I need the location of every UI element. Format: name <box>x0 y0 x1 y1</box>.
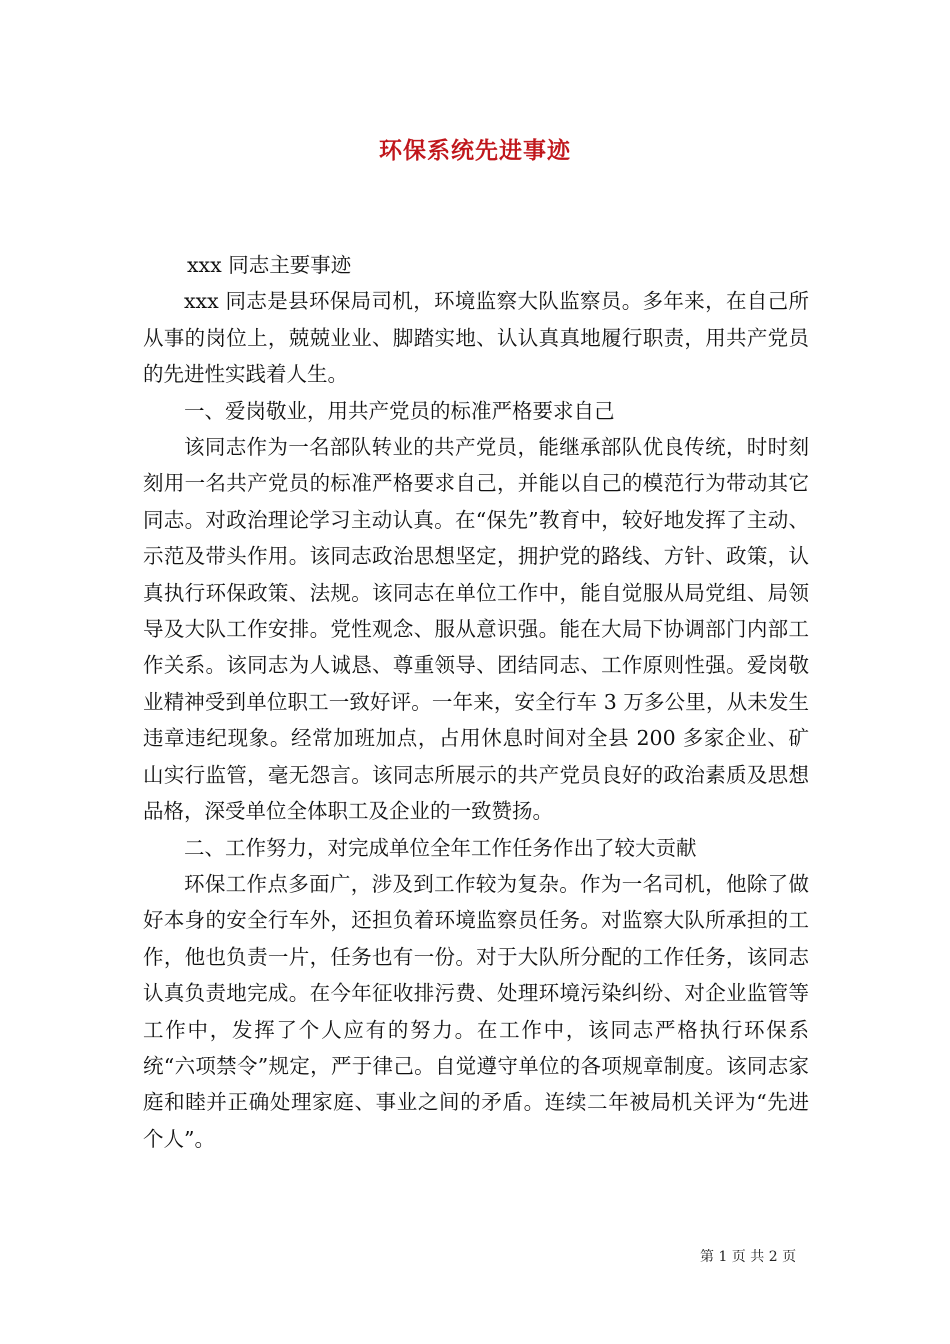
body-paragraph-section-1: 该同志作为一名部队转业的共产党员，能继承部队优良传统，时时刻刻用一名共产党员的标准严格要求自己，并能以自己的模范行为带动其它同志。对政治理论学习主动认真。在“保先”教育中，较好地发挥了主动、示范及带头作用。该同志政治思想坚定，拥护党的路线、方针、政策，认真执行环保政策、法规。该同志在单位工作中，能自觉服从局党组、局领导及大队工作安排。党性观念、服从意识强。能在大局下协调部门内部工作关系。该同志为人诚恳、尊重领导、团结同志、工作原则性强。爱岗敬业精神受到单位职工一致好评。一年来，安全行车 3 万多公里，从未发生违章违纪现象。经常加班加点，占用休息时间对全县 200 多家企业、矿山实行监管，毫无怨言。该同志所展示的共产党员良好的政治素质及思想品格，深受单位全体职工及企业的一致赞扬。 <box>143 435 809 824</box>
section-heading-2: 二、工作努力，对完成单位全年工作任务作出了较大贡献 <box>184 835 697 860</box>
section-heading-1: 一、爱岗敬业，用共产党员的标准严格要求自己 <box>184 398 615 423</box>
document-title: 环保系统先进事迹 <box>379 137 571 164</box>
subtitle-paragraph: xxx 同志主要事迹 <box>187 253 352 277</box>
body-paragraph-section-2: 环保工作点多面广，涉及到工作较为复杂。作为一名司机，他除了做好本身的安全行车外，还担负着环境监察员任务。对监察大队所承担的工作，他也负责一片，任务也有一份。对于大队所分配的工作任务，该同志认真负责地完成。在今年征收排污费、处理环境污染纠纷、对企业监管等工作中，发挥了个人应有的努力。在工作中，该同志严格执行环保系统“六项禁令”规定，严于律己。自觉遵守单位的各项规章制度。该同志家庭和睦并正确处理家庭、事业之间的矛盾。连续二年被局机关评为“先进个人”。 <box>143 871 809 1151</box>
document-body <box>143 247 809 1157</box>
body-paragraph-intro: xxx 同志是县环保局司机，环境监察大队监察员。多年来，在自己所从事的岗位上，兢兢业业、脚踏实地、认认真真地履行职责，用共产党员的先进性实践着人生。 <box>143 289 809 387</box>
page-number-footer: 第 1 页 共 2 页 <box>700 1249 797 1265</box>
